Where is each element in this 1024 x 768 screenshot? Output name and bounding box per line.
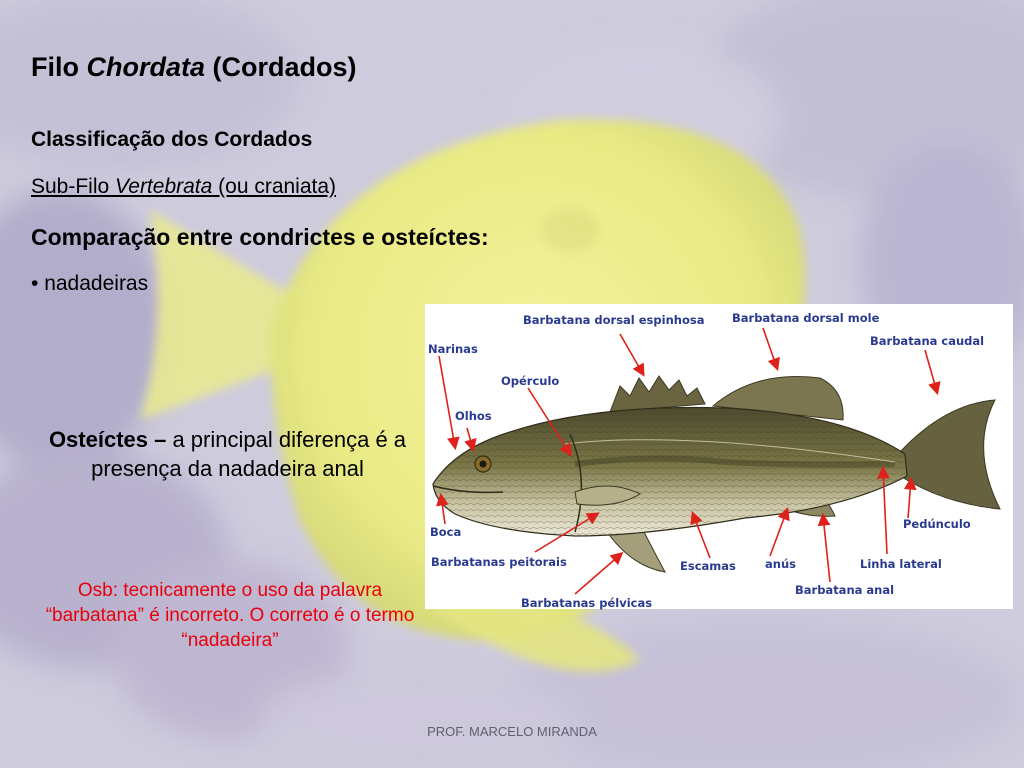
- label-eyes: Olhos: [455, 409, 492, 423]
- subfilo-italic: Vertebrata: [115, 175, 213, 198]
- title-suffix: (Cordados): [205, 52, 357, 82]
- label-anus: anús: [765, 557, 796, 571]
- label-peduncle: Pedúnculo: [903, 517, 971, 531]
- label-lateral-line: Linha lateral: [860, 557, 942, 571]
- label-mouth: Boca: [430, 525, 462, 539]
- osteictes-statement: [30, 425, 425, 483]
- observation-note: Osb: tecnicamente o uso da palavra “barbatana” é incorreto. O correto é o termo “nadadeira”: [45, 580, 415, 651]
- footer-credit: PROF. MARCELO MIRANDA: [427, 724, 597, 739]
- spiny-dorsal-fin: [610, 376, 705, 412]
- subfilo-prefix: Sub-Filo: [31, 175, 116, 198]
- label-pectoral-fins: Barbatanas peitorais: [431, 555, 567, 569]
- label-dorsal-soft-fin: Barbatana dorsal mole: [732, 311, 880, 325]
- caudal-fin: [900, 400, 1000, 509]
- subfilo-suffix: (ou craniata): [212, 175, 337, 198]
- bullet-symbol: •: [31, 272, 39, 295]
- osteictes-bold: Osteíctes –: [48, 427, 167, 452]
- bullet-text: nadadeiras: [44, 272, 149, 295]
- fish-anatomy-diagram: [425, 304, 1013, 609]
- label-scales: Escamas: [680, 559, 736, 573]
- title-italic: Chordata: [86, 52, 206, 82]
- subphylum-line: [31, 175, 336, 199]
- label-caudal-fin: Barbatana caudal: [870, 334, 985, 348]
- classification-heading: Classificação dos Cordados: [31, 128, 313, 151]
- label-nostrils: Narinas: [428, 342, 478, 356]
- slide-title: [31, 52, 357, 83]
- label-operculum: Opérculo: [501, 374, 560, 388]
- label-pelvic-fins: Barbatanas pélvicas: [521, 596, 653, 610]
- label-dorsal-spiny-fin: Barbatana dorsal espinhosa: [523, 313, 705, 327]
- osteictes-rest: a principal diferença é a presença da nadadeira anal: [91, 427, 407, 481]
- bullet-item: [31, 272, 148, 296]
- title-prefix: Filo: [31, 52, 87, 82]
- label-anal-fin: Barbatana anal: [795, 583, 895, 597]
- comparison-heading: Comparação entre condrictes e osteíctes:: [31, 224, 489, 250]
